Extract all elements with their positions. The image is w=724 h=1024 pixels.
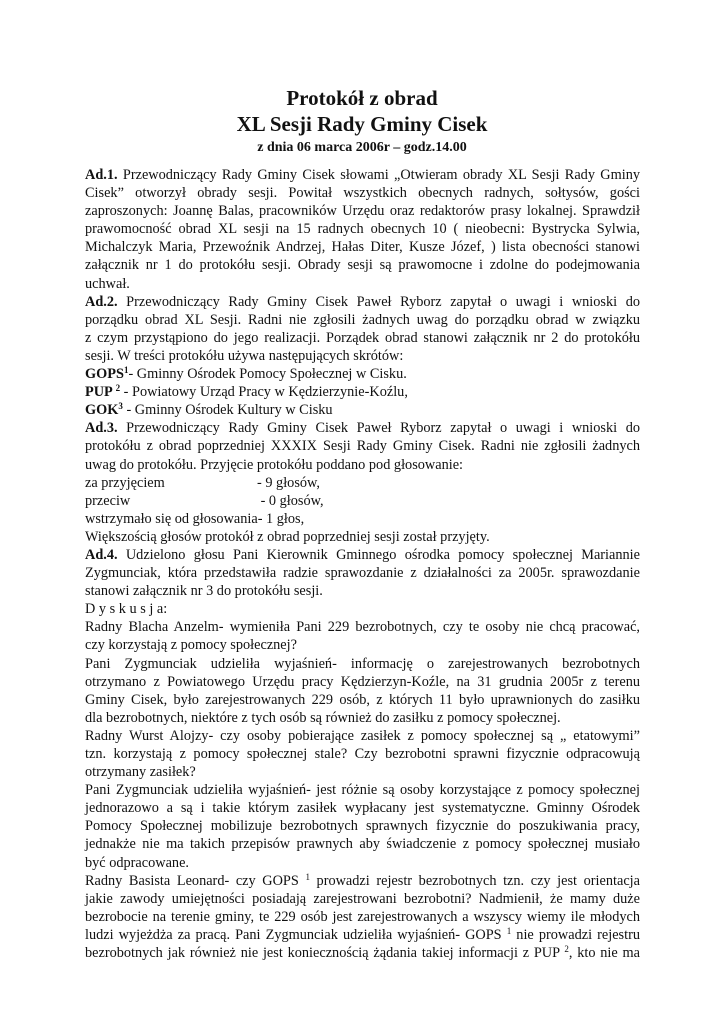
- text-run: Cisek” otworzył obrady sesji. Powitał wszystkich obecnych radnych, sołtysów, gości: [85, 185, 640, 202]
- footnote-marker: 2: [564, 944, 569, 955]
- text-run: stanowi załącznik nr 3 do protokółu sesji.: [85, 583, 323, 600]
- text-run: Przewodniczący Rady Gminy Cisek słowami „Otwieram obrady XL Sesji Rady Gminy: [117, 167, 640, 183]
- text-run: Pani Zygmunciak udzieliła wyjaśnień- jest różnie są osoby korzystające z pomocy społecznej: [85, 782, 640, 799]
- text-run: uchwał.: [85, 275, 130, 292]
- document-body: [85, 166, 640, 962]
- text-line: [85, 311, 640, 329]
- text-line: [85, 799, 640, 817]
- text-run: , kto nie ma: [568, 945, 640, 962]
- bold-text: GOK: [85, 402, 119, 419]
- text-line: [85, 456, 640, 474]
- text-run: Radny Basista Leonard- czy GOPS: [85, 872, 306, 889]
- text-line: [85, 546, 640, 564]
- text-line: [85, 293, 640, 311]
- text-line: [85, 202, 640, 220]
- document-date: z dnia 06 marca 2006r – godz.14.00: [257, 140, 467, 155]
- text-run: porządku obrad XL Sesji. Radni nie zgłosili żadnych uwag do porządku obrad w związku: [85, 311, 640, 328]
- text-run: czy korzystają z pomocy społecznej?: [85, 637, 297, 654]
- text-line: [85, 256, 640, 274]
- text-line: [85, 184, 640, 202]
- bold-text: Ad.4.: [85, 546, 118, 563]
- text-run: nie prowadzi rejestru: [511, 926, 640, 943]
- text-run: - Gminny Ośrodek Pomocy Społecznej w Cisku.: [128, 366, 407, 383]
- text-run: Większością głosów protokół z obrad poprzedniej sesji został przyjęty.: [85, 528, 490, 545]
- text-run: być odpracowane.: [85, 854, 190, 871]
- text-line: [85, 745, 640, 763]
- text-run: - 9 głosów,: [257, 474, 321, 491]
- text-line: [85, 835, 640, 853]
- document-title: Protokół z obrad: [286, 86, 438, 110]
- bold-text: GOPS: [85, 366, 124, 383]
- text-run: Przewodniczący Rady Gminy Cisek Paweł Ryborz zapytał o uwagi i wnioski do: [117, 293, 640, 310]
- text-run: z czym przystąpiono do jego realizacji. Porządek obrad stanowi załącznik nr 2 do protokółu: [85, 329, 640, 346]
- text-line: [85, 582, 640, 600]
- text-run: dla bezrobotnych, niektóre z tych osób są również do zasiłku z pomocy społecznej.: [85, 709, 561, 726]
- text-line: [85, 926, 640, 944]
- text-run: jednakże nie ma takich przepisów prawnych aby świadczenie z pomocy społecznej musiało: [85, 836, 640, 853]
- text-line: [85, 365, 640, 383]
- text-line: [85, 618, 640, 636]
- text-run: Michalczyk Maria, Przewoźnik Andrzej, Hałas Diter, Kusze Józef, ) lista obecności stanowi: [85, 239, 640, 256]
- text-line: [85, 347, 640, 365]
- text-line: [85, 691, 640, 709]
- text-line: [85, 510, 640, 528]
- text-run: wstrzymało się od głosowania- 1 głos,: [85, 510, 305, 527]
- text-run: Zygmunciak, która przedstawiła radzie sprawozdanie z działalności za 2005r. sprawozdanie: [85, 565, 640, 582]
- text-line: [85, 781, 640, 799]
- text-run: prowadzi rejestr bezrobotnych tzn. czy jest orientacja: [309, 872, 640, 889]
- text-run: Radny Blacha Anzelm- wymieniła Pani 229 bezrobotnych, czy te osoby nie chcą pracować,: [85, 619, 640, 636]
- text-run: tzn. korzystają z pomocy społecznej stale? Czy bezrobotni sprawni fizycznie odpracowują: [85, 746, 640, 762]
- bold-text: Ad.1.: [85, 167, 118, 183]
- text-line: [85, 890, 640, 908]
- bold-text: Ad.2.: [85, 293, 118, 310]
- text-run: otrzymany zasiłek?: [85, 764, 196, 781]
- text-line: [85, 600, 640, 618]
- text-line: [85, 492, 640, 510]
- text-line: [85, 709, 640, 727]
- text-line: [85, 528, 640, 546]
- text-line: [85, 238, 640, 256]
- text-line: [85, 854, 640, 872]
- text-run: - Powiatowy Urząd Pracy w Kędzierzynie-Koźlu,: [120, 384, 408, 401]
- text-run: bezrobotnych jak również nie jest koniecznością żądania takiej informacji z PUP: [85, 945, 565, 962]
- text-line: [85, 564, 640, 582]
- text-run: zaproszonych: Joannę Balas, pracowników Urzędu oraz redaktorów prasy lokalnej. Sprawdził: [85, 203, 640, 220]
- text-run: ludzi wyjeżdża za pracą. Pani Zygmunciak udzieliła wyjaśnień- GOPS: [85, 926, 507, 943]
- text-line: [85, 275, 640, 293]
- bold-text: PUP: [85, 384, 116, 401]
- text-run: przeciw: [85, 492, 131, 509]
- footnote-marker: 1: [506, 925, 512, 936]
- text-line: [85, 437, 640, 455]
- text-run: załącznik nr 1 do protokółu sesji. Obrady sesji są prawomocne i zdolne do podejmowania: [85, 257, 640, 274]
- text-line: [85, 727, 640, 745]
- text-line: [85, 474, 640, 492]
- footnote-marker: 1: [305, 871, 310, 882]
- text-line: [85, 872, 640, 890]
- text-run: Przewodniczący Rady Gminy Cisek Paweł Ryborz zapytał o uwagi i wnioski do: [117, 420, 640, 437]
- text-line: [85, 166, 640, 184]
- text-run: Pani Zygmunciak udzieliła wyjaśnień- informację o zarejestrowanych bezrobotnych: [85, 655, 640, 672]
- text-line: [85, 220, 640, 238]
- text-run: - Gminny Ośrodek Kultury w Cisku: [122, 402, 333, 419]
- text-run: uwag do protokółu. Przyjęcie protokółu poddano pod głosowanie:: [85, 456, 464, 473]
- text-line: [85, 655, 640, 673]
- text-run: Pomocy Społecznej mobilizuje bezrobotnych sprawnych fizycznie do poszukiwania pracy,: [85, 818, 640, 835]
- text-run: protokółu z obrad poprzedniej XXXIX Sesji Rady Gminy Cisek. Radni nie zgłosili żadnych: [85, 438, 640, 455]
- text-line: [85, 636, 640, 654]
- text-run: bezrobocie na terenie gminy, te 229 osób jest zarejestrowanych a wszyscy wiemy ile młodych: [85, 908, 640, 925]
- text-line: [85, 329, 640, 347]
- text-run: sesji. W treści protokółu używa następujących skrótów:: [85, 347, 404, 364]
- text-line: [85, 763, 640, 781]
- text-line: [85, 908, 640, 926]
- footnote-marker: 3: [118, 401, 123, 412]
- footnote-marker: 2: [115, 383, 121, 394]
- text-line: [85, 673, 640, 691]
- text-line: [85, 401, 640, 419]
- text-run: otrzymano z Powiatowego Urzędu pracy Kędzierzyn-Koźle, na 31 grudnia 2005r z terenu: [85, 673, 640, 690]
- text-run: prawomocność obrad XL sesji na 15 radnych obecnych 10 ( nieobecni: Bystrycka Sylwia,: [85, 221, 640, 238]
- footnote-marker: 1: [123, 365, 129, 376]
- text-run: - 0 głosów,: [257, 492, 324, 509]
- text-line: [85, 419, 640, 437]
- text-run: Radny Wurst Alojzy- czy osoby pobierające zasiłek z pomocy społecznej są „ etatowymi”: [85, 727, 640, 744]
- text-line: [85, 383, 640, 401]
- document-subtitle: XL Sesji Rady Gminy Cisek: [236, 112, 488, 136]
- text-run: za przyjęciem: [85, 474, 165, 491]
- text-line: [85, 944, 640, 962]
- bold-text: Ad.3.: [85, 420, 118, 437]
- text-run: jednorazowo a są i takie którym zasiłek wypłacany jest systematyczne. Gminny Ośrodek: [85, 800, 640, 817]
- text-line: [85, 817, 640, 835]
- text-run: Gminy Cisek, było zarejestrowanych 229 osób, z których 11 było uprawnionych do zasiłku: [85, 691, 640, 708]
- text-run: jakie zawody umiejętności posiadają zarejestrowani bezrobotni? Nadmienił, że mamy duże: [85, 890, 640, 907]
- text-run: D y s k u s j a:: [85, 601, 168, 618]
- text-run: Udzielono głosu Pani Kierownik Gminnego ośrodka pomocy społecznej Mariannie: [117, 546, 640, 563]
